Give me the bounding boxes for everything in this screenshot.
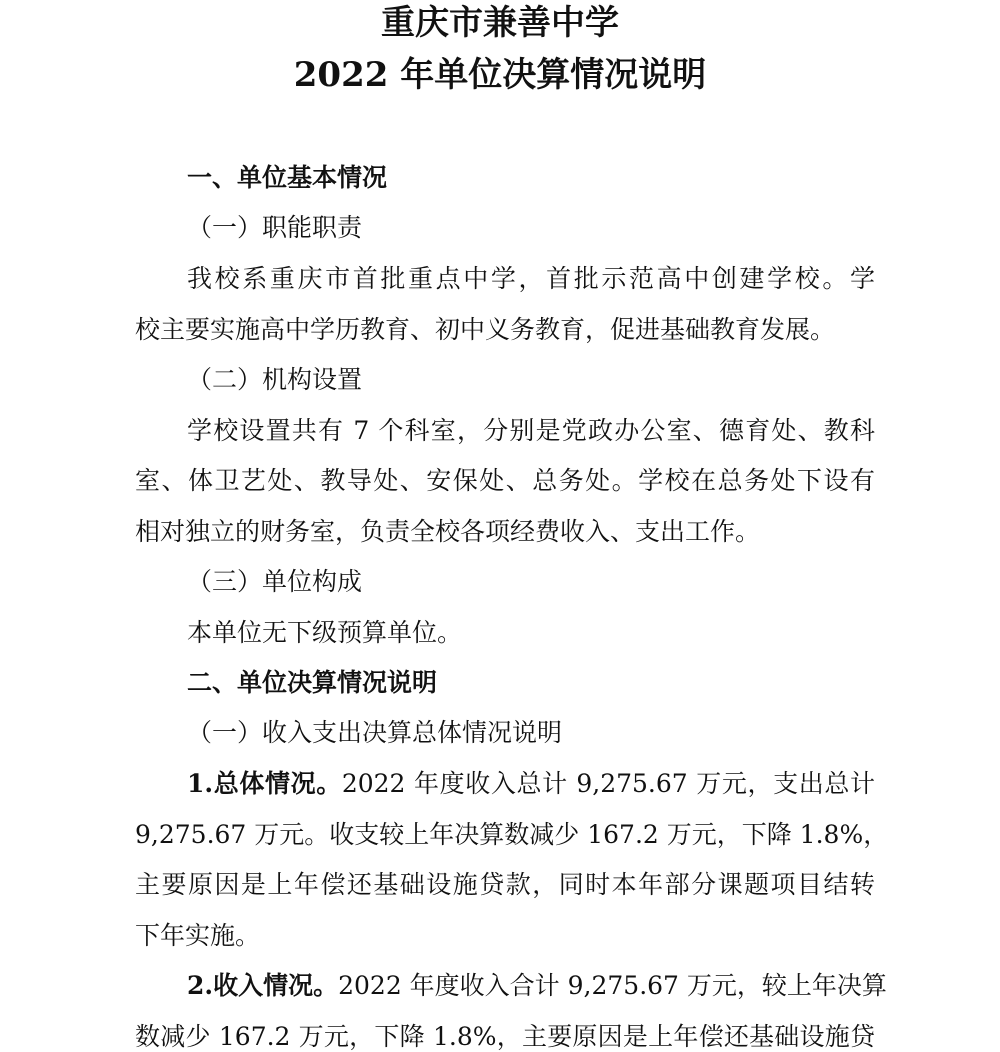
- paragraph-line: 室、体卫艺处、教导处、安保处、总务处。学校在总务处下设有: [135, 466, 875, 495]
- document-subtitle: 2022 年单位决算情况说明: [293, 55, 707, 95]
- paragraph-line: [187, 769, 875, 799]
- paragraph-line: 下年实施。: [135, 921, 261, 950]
- paragraph-line: [187, 971, 887, 1001]
- subheading-income-expenditure: （一）收入支出决算总体情况说明: [187, 718, 563, 747]
- overall-label: 1.总体情况。: [187, 769, 342, 798]
- income-text: 2022 年度收入合计 9,275.67 万元，较上年决算: [338, 971, 887, 1000]
- document-title: 重庆市兼善中学: [381, 3, 619, 43]
- paragraph-line: 主要原因是上年偿还基础设施贷款，同时本年部分课题项目结转: [135, 870, 875, 899]
- paragraph-line: 数减少 167.2 万元，下降 1.8%，主要原因是上年偿还基础设施贷: [135, 1022, 875, 1051]
- subheading-duties: （一）职能职责: [187, 213, 363, 242]
- income-label: 2.收入情况。: [187, 971, 339, 1000]
- section-heading-basic-info: 一、单位基本情况: [187, 163, 388, 192]
- subheading-organization: （二）机构设置: [187, 365, 363, 394]
- paragraph-line: 校主要实施高中学历教育、初中义务教育，促进基础教育发展。: [135, 315, 836, 344]
- paragraph-line: 我校系重庆市首批重点中学，首批示范高中创建学校。学: [187, 264, 875, 293]
- subheading-composition: （三）单位构成: [187, 567, 363, 596]
- paragraph-line: 学校设置共有 7 个科室，分别是党政办公室、德育处、教科: [187, 416, 875, 445]
- paragraph-line: 相对独立的财务室，负责全校各项经费收入、支出工作。: [135, 517, 761, 546]
- section-heading-final-accounts: 二、单位决算情况说明: [187, 668, 438, 697]
- paragraph-line: 本单位无下级预算单位。: [187, 618, 463, 647]
- paragraph-line: 9,275.67 万元。收支较上年决算数减少 167.2 万元，下降 1.8%，: [135, 820, 889, 849]
- overall-text: 2022 年度收入总计 9,275.67 万元，支出总计: [341, 769, 875, 798]
